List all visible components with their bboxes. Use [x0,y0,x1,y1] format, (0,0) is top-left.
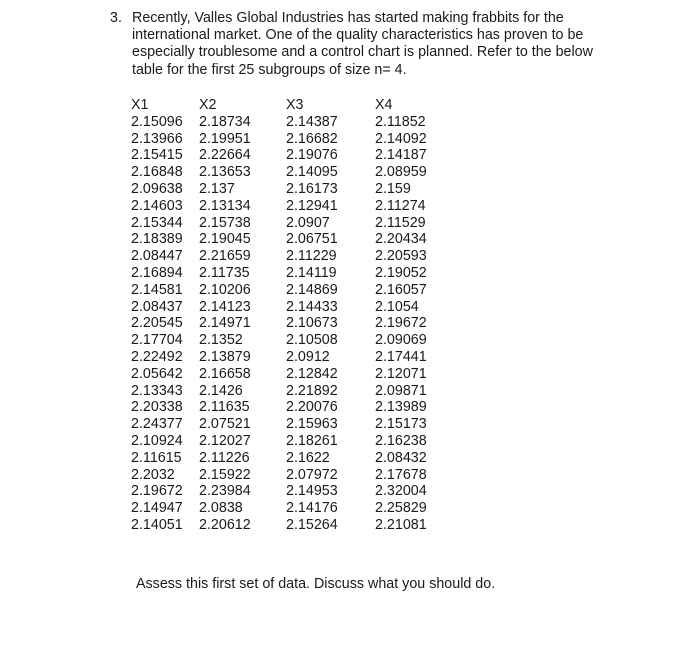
subgroup-data-table [131,97,445,534]
table-row [131,248,445,265]
table-cell-x3: 2.1622 [286,449,330,466]
table-cell-x4: 2.14187 [375,147,427,164]
table-cell-x3: 2.16173 [286,180,338,197]
table-cell-x2: 2.22664 [199,147,251,164]
table-header-row [131,97,445,114]
table-cell-x1: 2.15096 [131,113,183,130]
table-row [131,517,445,534]
table-cell-x3: 2.10673 [286,315,338,332]
table-cell-x3: 2.15963 [286,416,338,433]
table-cell-x4: 2.159 [375,180,411,197]
table-row [131,198,445,215]
table-cell-x4: 2.11852 [375,113,426,130]
table-cell-x2: 2.13879 [199,348,251,365]
table-cell-x2: 2.15738 [199,214,251,231]
table-cell-x4: 2.14092 [375,130,427,147]
table-row [131,500,445,517]
table-cell-x3: 2.15264 [286,516,338,533]
table-cell-x2: 2.15922 [199,466,251,483]
table-cell-x2: 2.18734 [199,113,251,130]
table-cell-x1: 2.11615 [131,449,182,466]
table-cell-x4: 2.11274 [375,197,426,214]
table-cell-x1: 2.14603 [131,197,183,214]
table-cell-x3: 2.0912 [286,348,330,365]
table-cell-x4: 2.21081 [375,516,427,533]
table-row [131,164,445,181]
table-cell-x1: 2.20338 [131,399,183,416]
column-header-x1: X1 [131,97,149,113]
table-cell-x2: 2.23984 [199,483,251,500]
table-cell-x4: 2.20593 [375,248,427,265]
table-row [131,114,445,131]
table-cell-x3: 2.14869 [286,281,338,298]
table-cell-x1: 2.22492 [131,348,183,365]
table-cell-x2: 2.11635 [199,399,250,416]
table-cell-x3: 2.18261 [286,432,338,449]
table-cell-x3: 2.19076 [286,147,338,164]
table-cell-x4: 2.08959 [375,164,427,181]
question-line: international market. One of the quality characteristics has proven to be [132,27,584,44]
table-row [131,416,445,433]
table-row [131,349,445,366]
table-cell-x4: 2.09069 [375,332,427,349]
table-cell-x4: 2.15173 [375,416,427,433]
table-row [131,299,445,316]
table-cell-x4: 2.13989 [375,399,427,416]
table-row [131,231,445,248]
table-cell-x2: 2.11735 [199,264,250,281]
table-cell-x3: 2.12941 [286,197,338,214]
table-cell-x4: 2.1054 [375,298,419,315]
table-cell-x1: 2.13966 [131,130,183,147]
table-cell-x1: 2.14581 [131,281,183,298]
table-cell-x1: 2.17704 [131,332,183,349]
table-cell-x1: 2.10924 [131,432,183,449]
table-cell-x3: 2.14433 [286,298,338,315]
table-cell-x3: 2.14387 [286,113,338,130]
table-cell-x4: 2.25829 [375,500,427,517]
table-cell-x1: 2.13343 [131,382,183,399]
assess-instruction: Assess this first set of data. Discuss what you should do. [136,576,496,592]
table-cell-x3: 2.21892 [286,382,338,399]
question-line: table for the first 25 subgroups of size n= 4. [132,61,407,78]
table-cell-x3: 2.0907 [286,214,330,231]
table-cell-x1: 2.14947 [131,500,183,517]
table-cell-x1: 2.08437 [131,298,183,315]
column-header-x4: X4 [375,97,393,113]
table-cell-x3: 2.16682 [286,130,338,147]
table-cell-x4: 2.16238 [375,432,427,449]
question-line: Recently, Valles Global Industries has started making frabbits for the [132,10,564,26]
table-cell-x3: 2.20076 [286,399,338,416]
table-cell-x3: 2.14119 [286,264,337,281]
table-row [131,399,445,416]
table-cell-x4: 2.19672 [375,315,427,332]
table-cell-x1: 2.08447 [131,248,183,265]
table-cell-x2: 2.0838 [199,500,243,517]
table-cell-x4: 2.17441 [375,348,427,365]
table-row [131,433,445,450]
question-number: 3. [110,10,122,26]
table-row [131,450,445,467]
table-cell-x1: 2.15344 [131,214,183,231]
table-cell-x1: 2.18389 [131,231,183,248]
question-text [132,10,652,79]
table-cell-x3: 2.14176 [286,500,338,517]
table-cell-x4: 2.32004 [375,483,427,500]
table-row [131,265,445,282]
table-cell-x1: 2.16848 [131,164,183,181]
table-row [131,383,445,400]
table-cell-x4: 2.17678 [375,466,427,483]
table-cell-x1: 2.19672 [131,483,183,500]
table-cell-x3: 2.10508 [286,332,338,349]
table-cell-x4: 2.11529 [375,214,426,231]
table-cell-x3: 2.07972 [286,466,338,483]
table-cell-x2: 2.07521 [199,416,251,433]
table-row [131,332,445,349]
table-cell-x2: 2.1352 [199,332,243,349]
table-cell-x4: 2.16057 [375,281,427,298]
table-cell-x4: 2.19052 [375,264,427,281]
table-cell-x2: 2.13653 [199,164,251,181]
table-cell-x2: 2.19951 [199,130,251,147]
table-row [131,181,445,198]
column-header-x2: X2 [199,97,217,113]
table-cell-x2: 2.21659 [199,248,251,265]
table-row [131,282,445,299]
table-cell-x1: 2.05642 [131,365,183,382]
table-row [131,147,445,164]
table-cell-x2: 2.1426 [199,382,243,399]
table-cell-x3: 2.14095 [286,164,338,181]
table-row [131,483,445,500]
table-cell-x2: 2.14971 [199,315,251,332]
table-cell-x2: 2.12027 [199,432,251,449]
table-cell-x2: 2.19045 [199,231,251,248]
table-cell-x4: 2.20434 [375,231,427,248]
table-cell-x3: 2.11229 [286,248,337,265]
table-cell-x1: 2.24377 [131,416,183,433]
table-row [131,467,445,484]
table-cell-x4: 2.08432 [375,449,427,466]
table-cell-x4: 2.12071 [375,365,427,382]
table-cell-x2: 2.10206 [199,281,251,298]
table-cell-x2: 2.20612 [199,516,251,533]
table-row [131,366,445,383]
column-header-x3: X3 [286,97,304,113]
table-cell-x1: 2.20545 [131,315,183,332]
table-cell-x4: 2.09871 [375,382,427,399]
table-cell-x1: 2.16894 [131,264,183,281]
table-cell-x1: 2.2032 [131,466,175,483]
table-cell-x2: 2.13134 [199,197,251,214]
question-line: especially troublesome and a control chart is planned. Refer to the below [132,44,593,61]
table-row [131,131,445,148]
table-cell-x2: 2.11226 [199,449,250,466]
table-cell-x1: 2.09638 [131,180,183,197]
table-cell-x1: 2.15415 [131,147,183,164]
table-row [131,315,445,332]
table-cell-x2: 2.16658 [199,365,251,382]
table-cell-x3: 2.12842 [286,365,338,382]
table-cell-x3: 2.14953 [286,483,338,500]
table-cell-x3: 2.06751 [286,231,338,248]
table-cell-x2: 2.137 [199,180,235,197]
table-row [131,215,445,232]
table-cell-x2: 2.14123 [199,298,251,315]
table-cell-x1: 2.14051 [131,516,183,533]
